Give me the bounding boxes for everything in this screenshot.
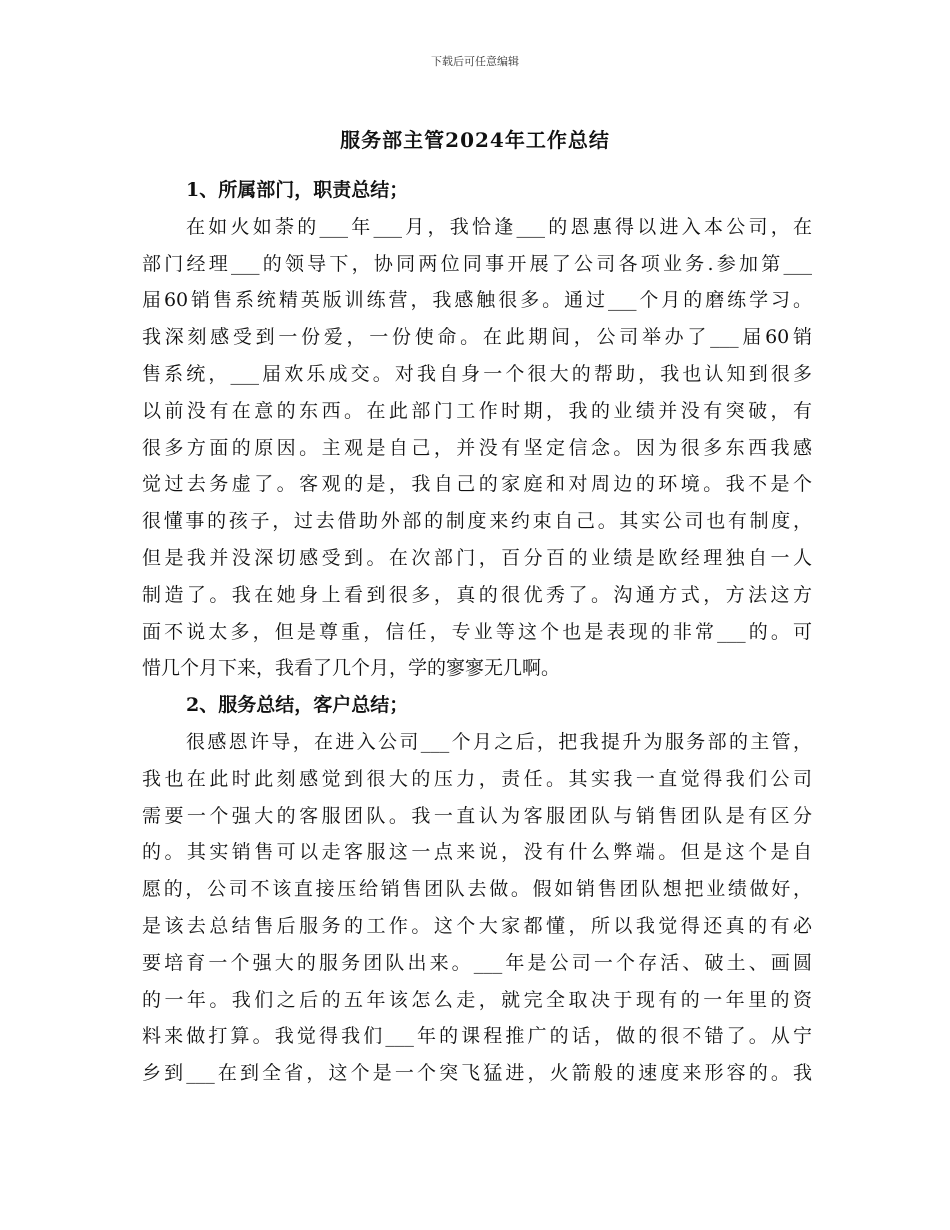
document-title: 服务部主管2024年工作总结 (340, 128, 610, 152)
paragraph-line: 在如火如荼的___年___月，我恰逢___的恩惠得以进入本公司，在 (186, 215, 812, 238)
paragraph-line: 的。其实销售可以走客服这一点来说，没有什么弊端。但是这个是自 (142, 841, 812, 864)
paragraph-line: 届60销售系统精英版训练营，我感触很多。通过___个月的磨练学习。 (142, 289, 812, 312)
paragraph-line: 觉过去务虚了。客观的是，我自己的家庭和对周边的环境。我不是个 (142, 473, 812, 496)
paragraph-line: 很感恩许导，在进入公司___个月之后，把我提升为服务部的主管， (186, 730, 812, 753)
paragraph-line: 要培育一个强大的服务团队出来。___年是公司一个存活、破土、画圆 (142, 951, 812, 974)
paragraph-line: 的一年。我们之后的五年该怎么走，就完全取决于现有的一年里的资 (142, 988, 812, 1011)
paragraph-line: 料来做打算。我觉得我们___年的课程推广的话，做的很不错了。从宁 (142, 1025, 812, 1048)
header-note: 下载后可任意编辑 (431, 55, 519, 68)
paragraph-line: 以前没有在意的东西。在此部门工作时期，我的业绩并没有突破，有 (142, 399, 812, 422)
paragraph-line: 我深刻感受到一份爱，一份使命。在此期间，公司举办了___届60销 (142, 326, 812, 349)
paragraph-line: 面不说太多，但是尊重，信任，专业等这个也是表现的非常___的。可 (142, 620, 812, 643)
paragraph-line: 制造了。我在她身上看到很多，真的很优秀了。沟通方式，方法这方 (142, 583, 812, 606)
paragraph-line: 很多方面的原因。主观是自己，并没有坚定信念。因为很多东西我感 (142, 436, 812, 459)
paragraph-line: 部门经理___的领导下，协同两位同事开展了公司各项业务.参加第___ (142, 252, 812, 275)
paragraph-line: 我也在此时此刻感觉到很大的压力，责任。其实我一直觉得我们公司 (142, 767, 812, 790)
paragraph-line: 愿的，公司不该直接压给销售团队去做。假如销售团队想把业绩做好， (142, 878, 812, 901)
paragraph-line: 惜几个月下来，我看了几个月，学的寥寥无几啊。 (142, 657, 561, 680)
document-body (142, 172, 812, 1092)
paragraph-line: 是该去总结售后服务的工作。这个大家都懂，所以我觉得还真的有必 (142, 914, 812, 937)
paragraph-line: 很懂事的孩子，过去借助外部的制度来约束自己。其实公司也有制度， (142, 510, 812, 533)
paragraph-line: 售系统，___届欢乐成交。对我自身一个很大的帮助，我也认知到很多 (142, 362, 812, 385)
section-heading-2: 2、服务总结，客户总结； (186, 694, 409, 717)
section-heading-1: 1、所属部门，职责总结； (186, 179, 409, 201)
paragraph-line: 需要一个强大的客服团队。我一直认为客服团队与销售团队是有区分 (142, 804, 812, 827)
paragraph-line: 乡到___在到全省，这个是一个突飞猛进，火箭般的速度来形容的。我 (142, 1062, 812, 1085)
paragraph-line: 但是我并没深切感受到。在次部门，百分百的业绩是欧经理独自一人 (142, 546, 812, 569)
